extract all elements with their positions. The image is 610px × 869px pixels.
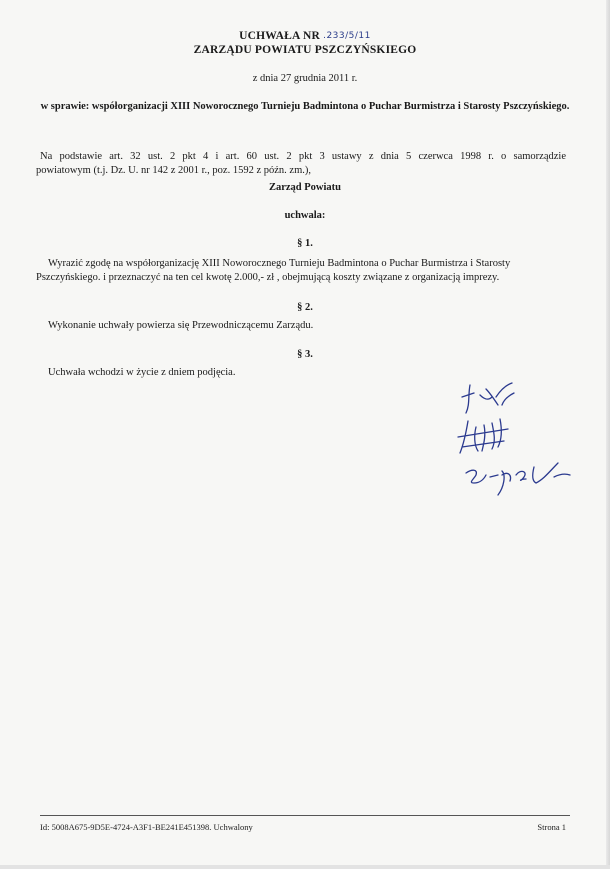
section-1-line-2: Pszczyńskiego. i przeznaczyć na ten cel kwotę 2.000,- zł , obejmującą koszty związane z organizacją imprezy. — [36, 272, 500, 283]
legal-basis-line-2: powiatowym (t.j. Dz. U. nr 142 z 2001 r., poz. 1592 z późn. zm.), — [36, 165, 311, 176]
board-heading: Zarząd Powiatu — [268, 182, 342, 193]
section-1-text — [36, 257, 566, 285]
section-1-marker: § 1. — [297, 238, 313, 249]
scan-edge-right — [606, 0, 610, 869]
resolution-title — [0, 30, 610, 42]
section-2-marker: § 2. — [297, 302, 313, 313]
title-prefix: UCHWAŁA NR — [239, 30, 321, 42]
scan-edge-bottom — [0, 865, 610, 869]
issuing-body: ZARZĄDU POWIATU PSZCZYŃSKIEGO — [193, 44, 417, 56]
section-1-line-1: Wyrazić zgodę na współorganizację XIII Noworocznego Turnieju Badmintona o Puchar Burmistrza i Starosty — [48, 258, 511, 269]
section-3-marker: § 3. — [297, 349, 313, 360]
resolves-heading: uchwala: — [284, 210, 326, 221]
document-id: Id: 5008A675-9D5E-4724-A3F1-BE241E451398. Uchwalony — [40, 822, 253, 832]
page-number: Strona 1 — [537, 822, 566, 832]
legal-basis-line-1: Na podstawie art. 32 ust. 2 pkt 4 i art. 60 ust. 2 pkt 3 ustawy z dnia 5 czerwca 1998 r. o samorządzie — [40, 151, 566, 162]
resolution-subject: w sprawie: współorganizacji XIII Noworocznego Turnieju Badmintona o Puchar Burmistrza i Starosty Pszczyńskiego. — [40, 101, 570, 112]
handwritten-resolution-number: .233/5/11 — [323, 31, 371, 41]
footer-divider — [40, 815, 570, 816]
handwritten-signature — [440, 375, 580, 500]
resolution-date: z dnia 27 grudnia 2011 r. — [252, 73, 358, 84]
section-3-text: Uchwała wchodzi w życie z dniem podjęcia. — [48, 367, 236, 378]
legal-basis-paragraph — [36, 150, 566, 178]
section-2-text: Wykonanie uchwały powierza się Przewodniczącemu Zarządu. — [48, 320, 314, 331]
